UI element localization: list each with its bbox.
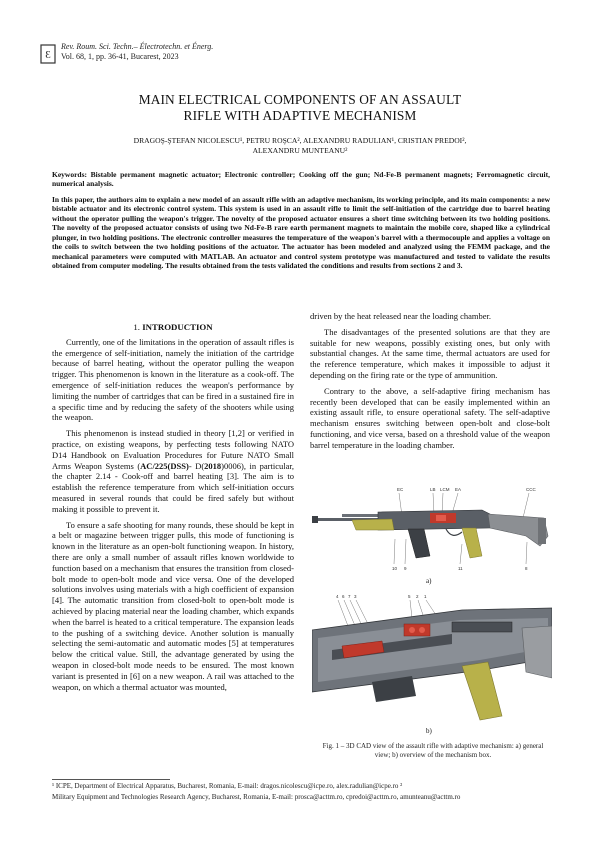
fig-label: LCM [440,487,450,492]
right-column [310,311,550,451]
journal-logo-icon [40,44,56,64]
footnote-2: Military Equipment and Technologies Research Agency, Bucharest, Romania, E-mail: prosca@acttm.ro, cpredoi@acttm.ro, amunteanu@acttm.ro [52,792,461,801]
intro-paragraph-3: To ensure a safe shooting for many rounds, these should be kept in a belt or magazine between trigger pulls, this mode of functioning is known in the literature as an open-bolt functioning weapon. In history, there are only a small number of assault rifles known worldwide to function based on a mechanism that ensures the transition from closed-bolt mode to open-bolt mode and vice versa. One of the developed solutions involves using materials with a high coefficient of expansion [4]. The automatic transition from closed-bolt to open-bolt mode is achieved by placing material near the loading chamber, which expands when the barrel is heated to a critical temperature. The expansion leads to the pushing of a switching device. Another solution is manually selecting the semi-automatic and automatic modes [5] at temperatures below the critical value. Still, the advantage generated by using the weapon in closed-bolt mode needs to be ensured. The most known variant is presented in [6] on a new weapon. A rail was attached to the weapon, on which a thermal actuator was mounted, [52,519,294,692]
figure-caption: Fig. 1 – 3D CAD view of the assault rifle with adaptive mechanism: a) general view; b) overview of the mechanism box. [322,742,544,759]
svg-text:Ɛ: Ɛ [45,49,51,61]
p2-doc-code: AC/225(DSS) [140,460,189,471]
authors-line-2: ALEXANDRU MUNTEANU² [252,146,348,155]
fig-label: EA [455,487,462,492]
fig-label: CCC [526,487,536,492]
intro-paragraph-2 [52,428,294,514]
fig-label: EC [397,487,404,492]
fig-label: 4 [336,594,339,599]
keywords-block [52,170,550,189]
figure-mechanism-box [312,588,552,728]
fig-label: 2 [416,594,419,599]
keywords-label: Keywords: [52,170,87,179]
left-column [52,322,294,692]
journal-reference [61,42,213,62]
p2-text-a: This phenomenon is instead studied in theory [1,2] or verified in practice, on existing weapons, by perfecting tests following NATO D14 Handbook on Evaluation Procedures for Future NATO Small Arms Weapon Systems ( [52,428,294,471]
intro-paragraph-5: Contrary to the above, a self-adaptive firing mechanism has recently been developed that can be easily implemented within an existing assault rifle, to ensure operational safety. The self-adaptive mechanism ensures switching between open-bolt and close-bolt functioning, and vice versa, based on a threshold value of the weapon barrel temperature in the loading chamber. [310,385,550,450]
footnote-1: ¹ ICPE, Department of Electrical Apparatus, Bucharest, Romania, E-mail: dragos.nicolescu@icpe.ro, alex.radulian@icpe.ro ² [52,782,403,790]
authors-line-1: DRAGOŞ-ŞTEFAN NICOLESCU¹, PETRU ROŞCA², ALEXANDRU RADULIAN¹, CRISTIAN PREDOI², [133,136,467,145]
figure-rifle-general-view [312,484,552,584]
p2-doc-year: 2018 [204,460,222,471]
fig-label: 8 [525,566,528,571]
fig-label: LB [430,487,436,492]
fig-label: 1 [424,594,427,599]
journal-name: Rev. Roum. Sci. Techn.– Électrotechn. et Énerg. [61,42,214,51]
section-heading [52,322,294,333]
paper-title [70,92,530,124]
author-list [60,136,540,156]
abstract: In this paper, the authors aim to explain a new model of an assault rifle with an adaptive mechanism, its working principle, and its main components: a new bistable actuator and its electronic control system. This system is used in an assault rifle to limit the self-initiation of the cartridge due to barrel heating without the operator pulling the weapon's trigger. The novelty of the proposed actuator ensures a short time switching between its two holding positions. The novelty of the proposed actuator consists of using two Nd-Fe-B rare earth permanent magnets to maintain the mobile core, shaped like a cylindrical plunger, in two holding positions. The electronic controller measures the temperature of the weapon's barrel with a thermocouple and applies a voltage on the coils to switch between the two holding positions of the actuator. The actuator has been modeled and analyzed using the FEMM package, and the mechanical parameters were computed with MATLAB. An actuator and control system prototype was manufactured and tested to validate the results obtained from computer modeling. The results obtained from the tests validated the conditions and results from sections 2 and 3. [52,195,550,271]
footnote-divider [52,779,170,780]
volume-info: Vol. 68, 1, pp. 36-41, Bucarest, 2023 [61,52,179,61]
fig-label: 3 [354,594,357,599]
intro-paragraph-1: Currently, one of the limitations in the operation of assault rifles is the emergence of self-initiation, namely the initiation of the cartridge because of barrel heating, without the operator pulling the weapon trigger. This phenomenon is known in the literature as a cook-off. The emergence of self-initiation reduces the weapon's performance by limiting the number of cartridges that can be fired in a sustained fire in a specific time and by reducing the safety of the shooters while using the weapon. [52,336,294,423]
p2-text-c: - D( [188,460,205,471]
p2-text-d: )0006), in particular, the chapter 2.14 - Cook-off and barrel heating [3]. The aim is to establish the reference temperature from which self-initiation occurs measured in several rounds that could be fired safely but without making it possible to prevent it. [52,460,294,514]
title-line-2: RIFLE WITH ADAPTIVE MECHANISM [183,108,417,123]
fig-label: 7 [348,594,351,599]
footnotes [52,782,552,803]
fig-label: 6 [342,594,345,599]
section-title: INTRODUCTION [142,322,213,332]
keywords-text: Bistable permanent magnetic actuator; Electronic controller; Cooking off the gun; Nd-Fe-B permanent magnets; Ferromagnetic circuit, numerical analysis. [52,170,551,189]
title-line-1: MAIN ELECTRICAL COMPONENTS OF AN ASSAULT [138,92,462,107]
fig-label: 11 [458,566,463,571]
intro-paragraph-4: The disadvantages of the presented solutions are that they are suitable for new weapons, possibly existing ones, but only with substantial changes. At the same time, thermal actuators are used for the reference temperature, which makes it impossible to adjust it depending on the firing rate or the type of ammunition. [310,326,550,380]
figure-sub-b: b) [426,727,432,735]
fig-label: 10 [392,566,398,571]
section-number: 1. [133,322,140,332]
fig-label: 9 [404,566,407,571]
fig-label: 5 [408,594,411,599]
figure-sub-a: a) [426,577,432,585]
intro-paragraph-continued: driven by the heat released near the loading chamber. [310,311,492,321]
